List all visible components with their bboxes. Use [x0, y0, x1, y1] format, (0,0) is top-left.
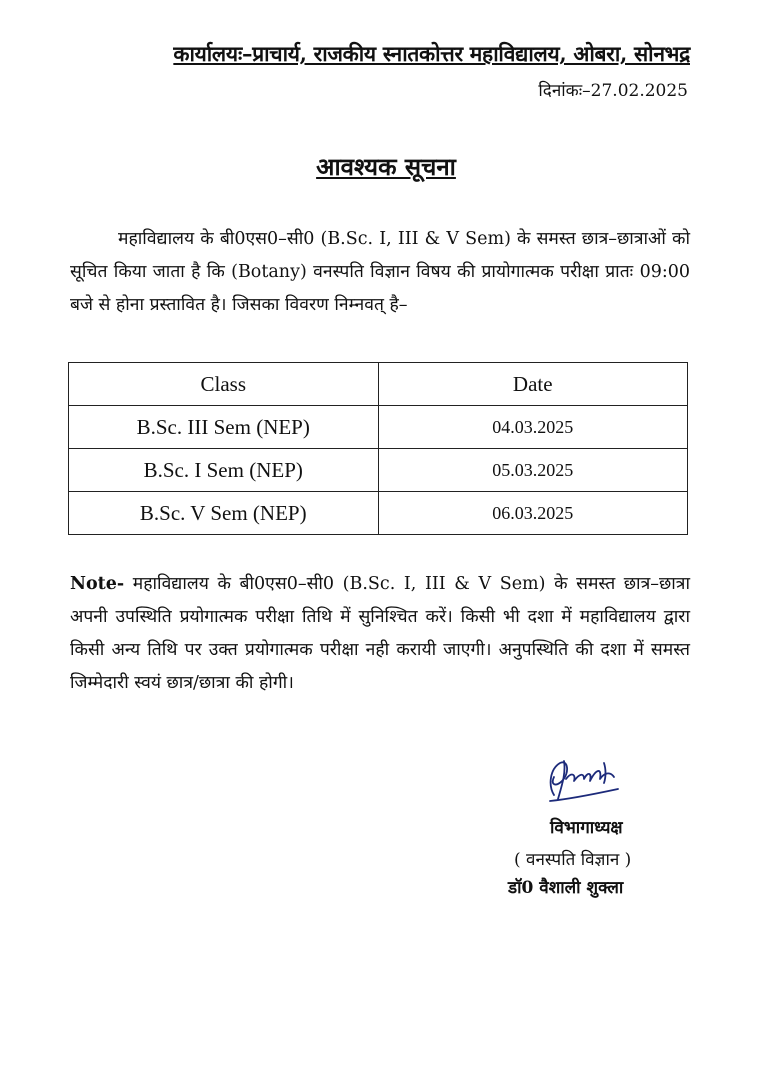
- table-row: [69, 449, 688, 492]
- column-header-class: Class: [69, 363, 379, 406]
- note-paragraph: [70, 568, 690, 700]
- handwritten-signature: [540, 755, 630, 805]
- class-cell: B.Sc. III Sem (NEP): [69, 406, 379, 449]
- date-cell: 04.03.2025: [378, 406, 688, 449]
- table-row: [69, 492, 688, 535]
- office-header: कार्यालयः–प्राचार्य, राजकीय स्नातकोत्तर महाविद्यालय, ओबरा, सोनभद्र: [173, 41, 690, 66]
- notice-heading-wrap: [0, 150, 772, 183]
- column-header-date: Date: [378, 363, 688, 406]
- notice-date: दिनांकः–27.02.2025: [538, 81, 688, 101]
- intro-paragraph: महाविद्यालय के बी0एस0–सी0 (B.Sc. I, III & V Sem) के समस्त छात्र–छात्राओं को सूचित किया जाता है कि (Botany) वनस्पति विज्ञान विषय की प्रायोगात्मक परीक्षा प्रातः 09:00 बजे से होना प्रस्तावित है। जिसका विवरण निम्नवत् है–: [70, 229, 690, 315]
- schedule-table: [68, 362, 688, 535]
- date-cell: 06.03.2025: [378, 492, 688, 535]
- signature-name: डॉ0 वैशाली शुक्ला: [508, 878, 624, 898]
- table-header-row: [69, 363, 688, 406]
- signature-department: ( वनस्पति विज्ञान ): [514, 850, 632, 870]
- class-cell: B.Sc. V Sem (NEP): [69, 492, 379, 535]
- table-row: [69, 406, 688, 449]
- note-text: महाविद्यालय के बी0एस0–सी0 (B.Sc. I, III & V Sem) के समस्त छात्र–छात्रा अपनी उपस्थिति प्रयोगात्मक परीक्षा तिथि में सुनिश्चित करें। किसी भी दशा में महाविद्यालय द्वारा किसी अन्य तिथि पर उक्त प्रयोगात्मक परीक्षा नही करायी जाएगी। अनुपस्थिति की दशा में समस्त जिम्मेदारी स्वयं छात्र/छात्रा की होगी।: [70, 574, 690, 693]
- date-cell: 05.03.2025: [378, 449, 688, 492]
- note-label: Note-: [70, 574, 125, 594]
- notice-heading: आवश्यक सूचना: [316, 152, 456, 181]
- class-cell: B.Sc. I Sem (NEP): [69, 449, 379, 492]
- signature-title: विभागाध्यक्ष: [550, 818, 623, 838]
